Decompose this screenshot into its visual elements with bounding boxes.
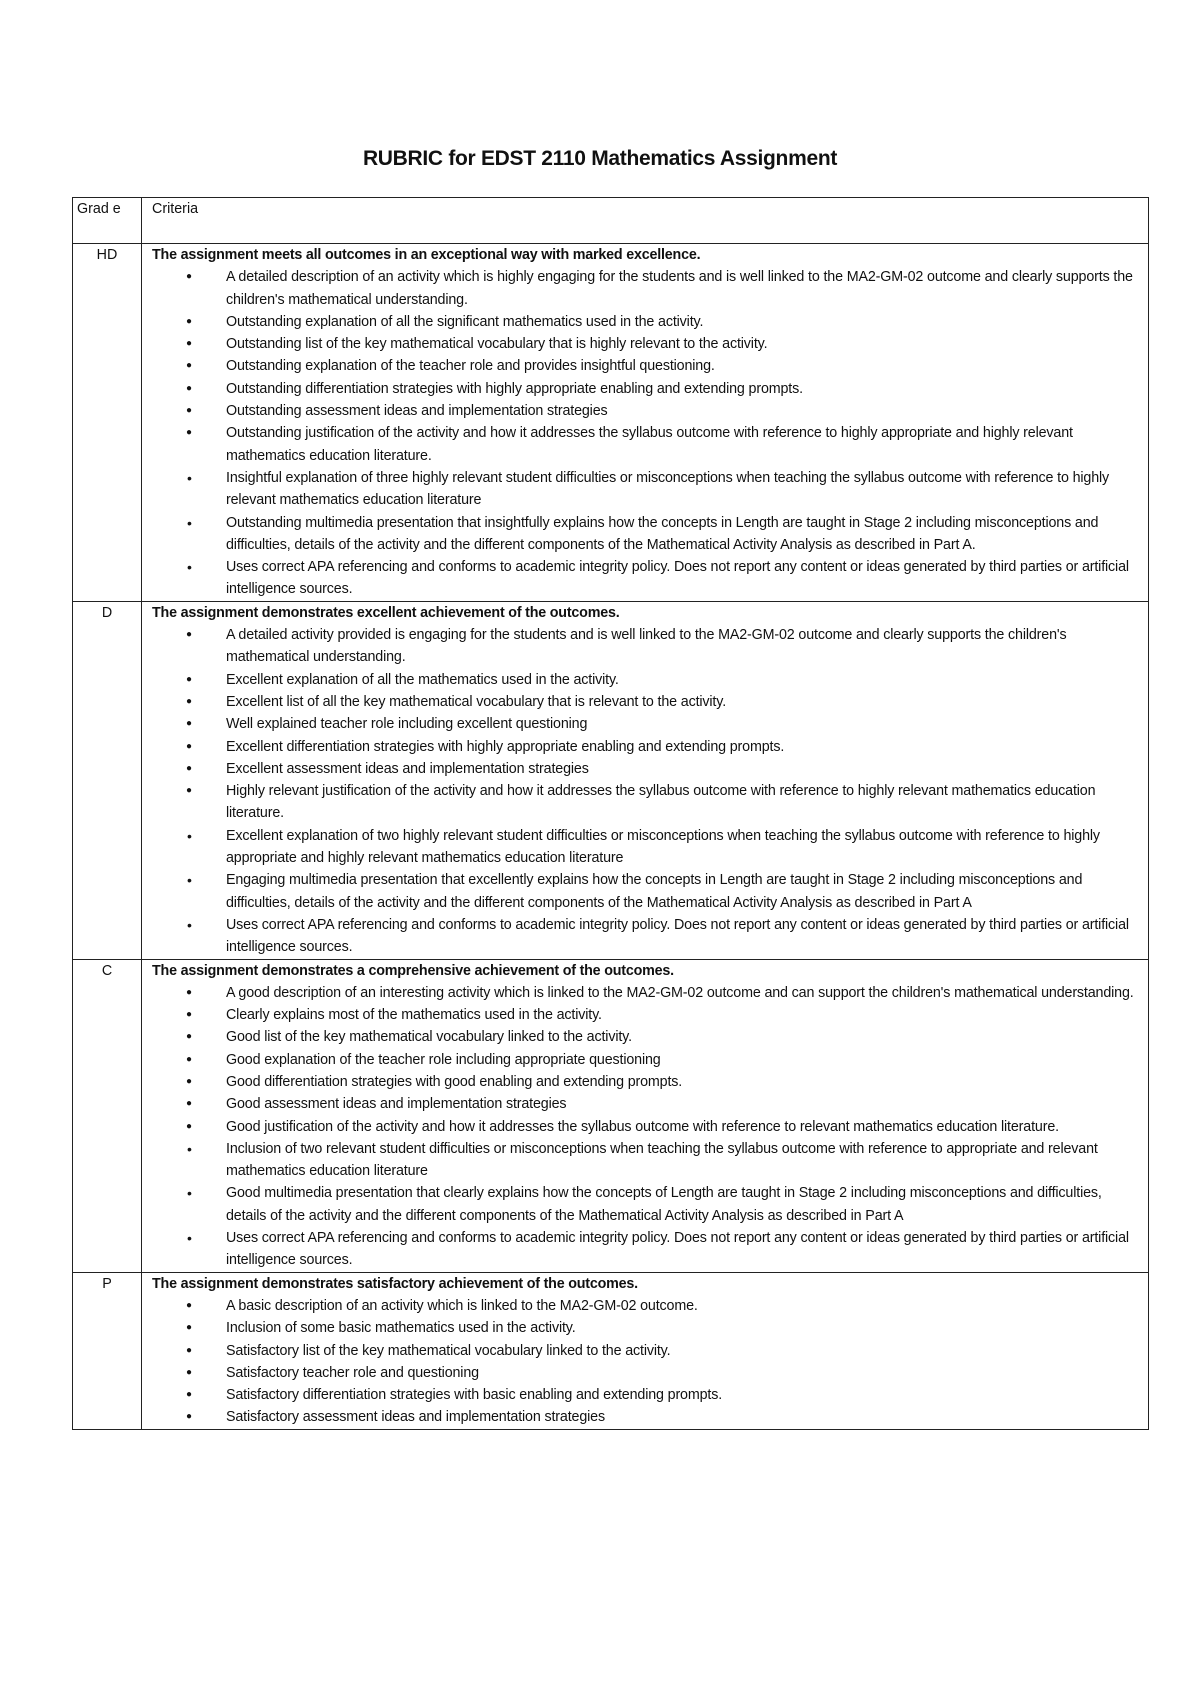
list-item: ● Excellent list of all the key mathematical vocabulary that is relevant to the activity. — [152, 691, 1142, 713]
criteria-list — [152, 1295, 1142, 1429]
list-item: ● Satisfactory differentiation strategies with basic enabling and extending prompts. — [152, 1384, 1142, 1406]
list-item: ● A detailed description of an activity which is highly engaging for the students and is well linked to the MA2-GM-02 outcome and clearly supports the children's mathematical understanding. — [152, 266, 1142, 311]
list-item: • Uses correct APA referencing and conforms to academic integrity policy. Does not report any content or ideas generated by third parties or artificial intelligence sources. — [152, 1227, 1142, 1272]
list-item: • Excellent explanation of two highly relevant student difficulties or misconceptions when teaching the syllabus outcome with reference to highly appropriate and highly relevant mathematics education literature — [152, 825, 1142, 870]
list-item: • Uses correct APA referencing and conforms to academic integrity policy. Does not report any content or ideas generated by third parties or artificial intelligence sources. — [152, 914, 1142, 959]
list-item: ● Satisfactory list of the key mathematical vocabulary linked to the activity. — [152, 1340, 1142, 1362]
grade-summary: The assignment demonstrates a comprehensive achievement of the outcomes. — [152, 962, 674, 979]
list-item: • Inclusion of two relevant student difficulties or misconceptions when teaching the syllabus outcome with reference to appropriate and relevant mathematics education literature — [152, 1138, 1142, 1183]
list-item: ● Good list of the key mathematical vocabulary linked to the activity. — [152, 1026, 1142, 1048]
list-item: ● Good differentiation strategies with good enabling and extending prompts. — [152, 1071, 1142, 1093]
list-item: ● Outstanding explanation of the teacher role and provides insightful questioning. — [152, 355, 1142, 377]
grade-cell: P — [73, 1272, 142, 1429]
list-item: ● Outstanding assessment ideas and implementation strategies — [152, 400, 1142, 422]
list-item: • Engaging multimedia presentation that excellently explains how the concepts in Length are taught in Stage 2 including misconceptions and difficulties, details of the activity and the different components of the Mathematical Activity Analysis as described in Part A — [152, 869, 1142, 914]
list-item: • Good multimedia presentation that clearly explains how the concepts of Length are taught in Stage 2 including misconceptions and difficulties, details of the activity and the different components of the Mathematical Activity Analysis as described in Part A — [152, 1182, 1142, 1227]
grade-summary: The assignment demonstrates satisfactory achievement of the outcomes. — [152, 1275, 638, 1292]
list-item: • Insightful explanation of three highly relevant student difficulties or misconceptions when teaching the syllabus outcome with reference to highly relevant mathematics education literature — [152, 467, 1142, 512]
criteria-header-label: Criteria — [152, 201, 199, 217]
list-item: ● A detailed activity provided is engaging for the students and is well linked to the MA2-GM-02 outcome and clearly supports the children's mathematical understanding. — [152, 624, 1142, 669]
table-row — [73, 1272, 1149, 1429]
grade-column-header: Grad e — [73, 198, 142, 244]
list-item: ● Excellent differentiation strategies with highly appropriate enabling and extending prompts. — [152, 736, 1142, 758]
grade-cell: D — [73, 601, 142, 959]
table-row — [73, 601, 1149, 959]
list-item: ● Well explained teacher role including excellent questioning — [152, 713, 1142, 735]
criteria-cell — [142, 1272, 1149, 1429]
list-item: ● Clearly explains most of the mathematics used in the activity. — [152, 1004, 1142, 1026]
list-item: ● A basic description of an activity which is linked to the MA2-GM-02 outcome. — [152, 1295, 1142, 1317]
grade-summary: The assignment demonstrates excellent achievement of the outcomes. — [152, 604, 620, 621]
list-item: ● Good justification of the activity and how it addresses the syllabus outcome with reference to relevant mathematics education literature. — [152, 1116, 1142, 1138]
list-item: ● Satisfactory teacher role and questioning — [152, 1362, 1142, 1384]
document-title: RUBRIC for EDST 2110 Mathematics Assignment — [362, 147, 838, 170]
table-header-row — [73, 198, 1149, 244]
list-item: ● Good explanation of the teacher role including appropriate questioning — [152, 1049, 1142, 1071]
list-item: • Outstanding multimedia presentation that insightfully explains how the concepts in Length are taught in Stage 2 including misconceptions and difficulties, details of the activity and the different components of the Mathematical Activity Analysis as described in Part A. — [152, 512, 1142, 557]
grade-cell: HD — [73, 244, 142, 602]
list-item: ● Excellent explanation of all the mathematics used in the activity. — [152, 669, 1142, 691]
table-row — [73, 959, 1149, 1272]
criteria-list — [152, 266, 1142, 600]
rubric-table — [72, 197, 1149, 1430]
list-item: ● A good description of an interesting activity which is linked to the MA2-GM-02 outcome and can support the children's mathematical understanding. — [152, 982, 1142, 1004]
criteria-column-header — [142, 198, 1149, 244]
table-row — [73, 244, 1149, 602]
list-item: ● Good assessment ideas and implementation strategies — [152, 1093, 1142, 1115]
list-item: • Uses correct APA referencing and conforms to academic integrity policy. Does not report any content or ideas generated by third parties or artificial intelligence sources. — [152, 556, 1142, 601]
criteria-cell — [142, 601, 1149, 959]
criteria-list — [152, 624, 1142, 958]
list-item: ● Outstanding list of the key mathematical vocabulary that is highly relevant to the activity. — [152, 333, 1142, 355]
list-item: ● Excellent assessment ideas and implementation strategies — [152, 758, 1142, 780]
criteria-cell — [142, 244, 1149, 602]
list-item: ● Outstanding justification of the activity and how it addresses the syllabus outcome with reference to highly appropriate and highly relevant mathematics education literature. — [152, 422, 1142, 467]
grade-summary: The assignment meets all outcomes in an exceptional way with marked excellence. — [152, 247, 701, 263]
list-item: ● Inclusion of some basic mathematics used in the activity. — [152, 1317, 1142, 1339]
list-item: ● Satisfactory assessment ideas and implementation strategies — [152, 1406, 1142, 1428]
list-item: ● Highly relevant justification of the activity and how it addresses the syllabus outcome with reference to highly relevant mathematics education literature. — [152, 780, 1142, 825]
list-item: ● Outstanding differentiation strategies with highly appropriate enabling and extending prompts. — [152, 378, 1142, 400]
list-item: ● Outstanding explanation of all the significant mathematics used in the activity. — [152, 311, 1142, 333]
criteria-cell — [142, 959, 1149, 1272]
criteria-list — [152, 982, 1142, 1272]
grade-cell: C — [73, 959, 142, 1272]
